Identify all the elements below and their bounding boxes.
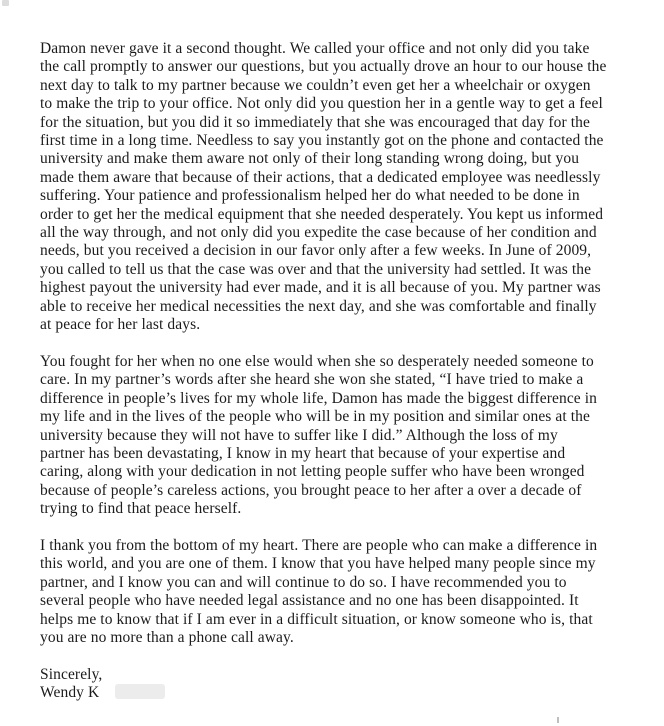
- letter-line: university and make them aware not only of their long standing wrong doing, but you: [40, 150, 580, 168]
- letter-line: to make the trip to your office. Not only did you question her in a gentle way to get a feel: [40, 95, 603, 113]
- letter-line: all the way through, and not only did you expedite the case because of her condition and: [40, 224, 597, 242]
- letter-line: partner has been devastating, I know in my heart that because of your expertise and: [40, 444, 566, 462]
- letter-line: Damon never gave it a second thought. We called your office and not only did you take: [40, 40, 590, 57]
- letter-paragraph-1: [40, 40, 644, 335]
- letter-line: suffering. Your patience and professionalism helped her do what needed to be done in: [40, 187, 580, 205]
- letter-line: I thank you from the bottom of my heart. There are people who can make a difference in: [40, 536, 598, 554]
- letter-body: [40, 40, 644, 703]
- letter-line: made them aware that because of their actions, that a dedicated employee was needlessly: [40, 168, 601, 186]
- letter-closing-block: [40, 666, 644, 703]
- letter-line: caring, along with your dedication in not letting people suffer who have been wronged: [40, 463, 585, 481]
- letter-line: able to receive her medical necessities the next day, and she was comfortable and finally: [40, 297, 597, 315]
- signature-redaction-box: [115, 684, 165, 699]
- scan-artifact-speck: [557, 717, 559, 723]
- letter-line: next day to talk to my partner because we couldn’t even get her a wheelchair or oxygen: [40, 76, 591, 94]
- letter-line: this world, and you are one of them. I know that you have helped many people since my: [40, 555, 596, 573]
- letter-line: you called to tell us that the case was over and that the university had settled. It was the: [40, 260, 592, 278]
- letter-line: first time in a long time. Needless to say you instantly got on the phone and contacted the: [40, 132, 604, 150]
- letter-line: university because they will not have to suffer like I did.” Although the loss of my: [40, 426, 558, 444]
- letter-line: my life and in the lives of the people who will be in my position and similar ones at the: [40, 408, 591, 426]
- scan-artifact-corner: [2, 0, 9, 6]
- letter-line: difference in people’s lives for my whole life, Damon has made the biggest difference in: [40, 389, 598, 407]
- letter-line: several people who have needed legal assistance and no one has been disappointed. It: [40, 592, 579, 610]
- letter-line: order to get her the medical equipment that she needed desperately. You kept us informed: [40, 205, 604, 223]
- signature-name: Wendy K: [40, 684, 100, 702]
- closing-salutation: Sincerely,: [40, 665, 103, 683]
- signature-line: [40, 684, 644, 702]
- letter-line: highest payout the university had ever made, and it is all because of you. My partner was: [40, 279, 601, 297]
- letter-paragraph-3: [40, 537, 644, 647]
- letter-line: trying to find that peace herself.: [40, 500, 242, 518]
- letter-line: the call promptly to answer our questions, but you actually drove an hour to our house the: [40, 58, 607, 76]
- letter-line: for the situation, but you did it so immediately that she was encouraged that day for the: [40, 113, 590, 131]
- letter-line: at peace for her last days.: [40, 316, 201, 334]
- letter-line: You fought for her when no one else would when she so desperately needed someone to: [40, 352, 594, 370]
- letter-line: because of people’s careless actions, you brought peace to her after a over a decade of: [40, 481, 582, 499]
- letter-line: partner, and I know you can and will continue to do so. I have recommended you to: [40, 573, 567, 591]
- letter-line: needs, but you received a decision in our favor only after a few weeks. In June of 2009,: [40, 242, 592, 260]
- letter-line: care. In my partner’s words after she heard she won she stated, “I have tried to make a: [40, 371, 584, 389]
- letter-line: helps me to know that if I am ever in a difficult situation, or know someone who is, that: [40, 610, 593, 628]
- letter-paragraph-2: [40, 353, 644, 519]
- letter-line: you are no more than a phone call away.: [40, 628, 294, 646]
